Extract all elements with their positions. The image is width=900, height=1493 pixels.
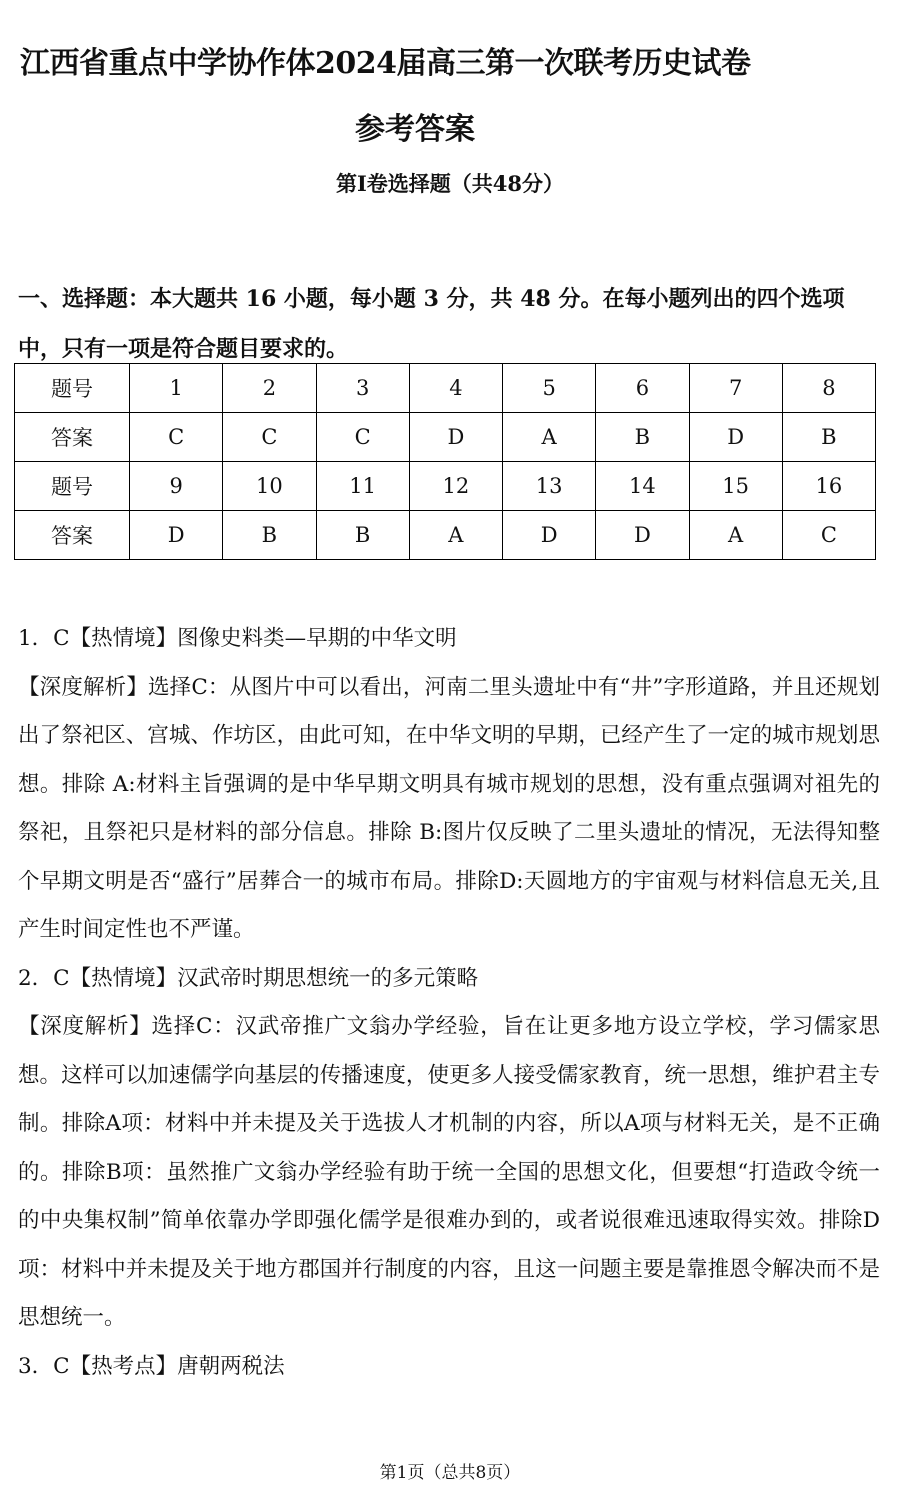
table-cell: 15 — [689, 462, 782, 511]
question-instructions: 一、选择题：本大题共 16 小题，每小题 3 分，共 48 分。在每小题列出的四个选项中，只有一项是符合题目要求的。 — [18, 286, 845, 362]
page-title: 江西省重点中学协作体2024届高三第一次联考历史试卷 — [20, 46, 751, 81]
section-title: 第Ⅰ卷选择题（共48分） — [335, 171, 565, 196]
table-cell: 13 — [503, 462, 596, 511]
table-cell: D — [409, 413, 502, 462]
question-analysis: 【深度解析】选择C：汉武帝推广文翁办学经验，旨在让更多地方设立学校，学习儒家思想。这样可以加速儒学向基层的传播速度，使更多人接受儒家教育，统一思想，维护君主专制。排除A项：材料中并未提及关于选拔人才机制的内容，所以A项与材料无关，是不正确的。排除B项：虽然推广文翁办学经验有助于统一全国的思想文化，但要想“打造政令统一的中央集权制”简单依靠办学即强化儒学是很难办到的，或者说很难迅速取得实效。排除D项：材料中并未提及关于地方郡国并行制度的内容，且这一问题主要是靠推恩令解决而不是思想统一。 — [18, 1014, 880, 1330]
table-cell: 16 — [782, 462, 875, 511]
page-footer: 第1页（总共8页） — [379, 1463, 521, 1483]
question-heading: 2．C【热情境】汉武帝时期思想统一的多元策略 — [18, 965, 479, 991]
table-cell: 1 — [130, 364, 223, 413]
table-cell: 3 — [316, 364, 409, 413]
table-cell: 题号 — [15, 364, 130, 413]
table-cell: B — [596, 413, 689, 462]
table-row — [15, 511, 876, 560]
table-cell: A — [503, 413, 596, 462]
table-cell: B — [782, 413, 875, 462]
explanations — [18, 615, 880, 1391]
table-cell: 11 — [316, 462, 409, 511]
table-cell: 7 — [689, 364, 782, 413]
table-cell: 答案 — [15, 413, 130, 462]
table-cell: C — [223, 413, 316, 462]
table-cell: C — [316, 413, 409, 462]
table-cell: A — [409, 511, 502, 560]
table-cell: 10 — [223, 462, 316, 511]
table-cell: 8 — [782, 364, 875, 413]
page-subtitle: 参考答案 — [355, 112, 475, 147]
table-cell: D — [596, 511, 689, 560]
table-cell: 题号 — [15, 462, 130, 511]
table-cell: 6 — [596, 364, 689, 413]
table-cell: D — [503, 511, 596, 560]
table-cell: D — [689, 413, 782, 462]
table-cell: B — [316, 511, 409, 560]
table-cell: 4 — [409, 364, 502, 413]
question-heading: 3．C【热考点】唐朝两税法 — [18, 1353, 285, 1379]
table-cell: 答案 — [15, 511, 130, 560]
table-cell: 5 — [503, 364, 596, 413]
table-cell: C — [782, 511, 875, 560]
answer-table — [14, 363, 876, 560]
table-cell: 2 — [223, 364, 316, 413]
table-row — [15, 364, 876, 413]
table-cell: C — [130, 413, 223, 462]
question-heading: 1．C【热情境】图像史料类—早期的中华文明 — [18, 626, 457, 651]
table-cell: 9 — [130, 462, 223, 511]
table-cell: D — [130, 511, 223, 560]
table-cell: 14 — [596, 462, 689, 511]
table-cell: A — [689, 511, 782, 560]
table-cell: B — [223, 511, 316, 560]
table-row — [15, 413, 876, 462]
question-analysis: 【深度解析】选择C：从图片中可以看出，河南二里头遗址中有“井”字形道路，并且还规划出了祭祀区、宫城、作坊区，由此可知，在中华文明的早期，已经产生了一定的城市规划思想。排除 A:材料主旨强调的是中华早期文明具有城市规划的思想，没有重点强调对祖先的祭祀，且祭祀只是材料的部分信息。排除 B:图片仅反映了二里头遗址的情况，无法得知整个早期文明是否“盛行”居葬合一的城市布局。排除D:天圆地方的宇宙观与材料信息无关,且产生时间定性也不严谨。 — [18, 674, 880, 942]
table-cell: 12 — [409, 462, 502, 511]
table-row — [15, 462, 876, 511]
